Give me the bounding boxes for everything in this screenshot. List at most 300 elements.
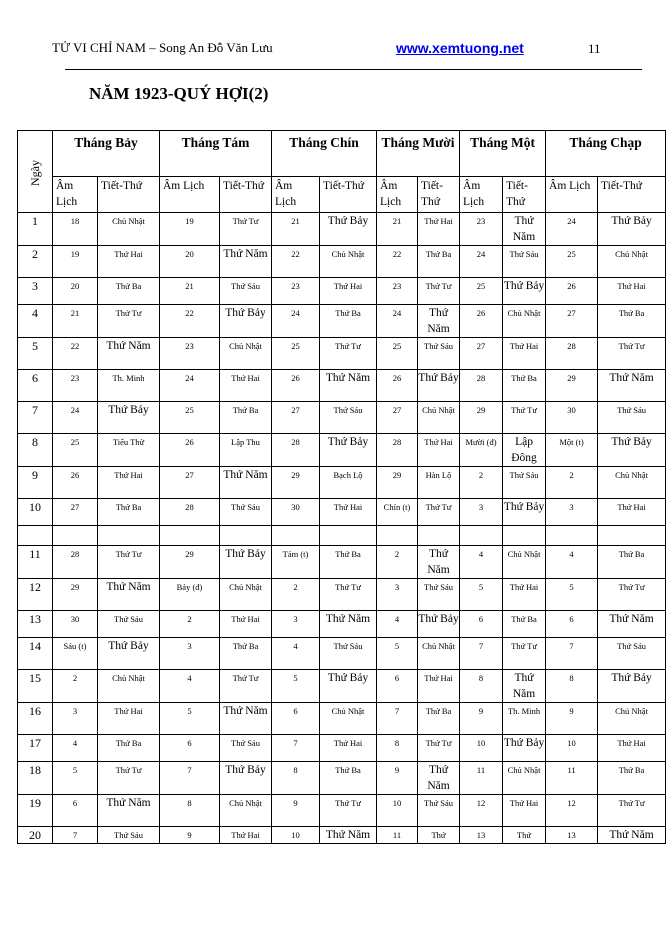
lunar-date-cell: 23: [377, 278, 418, 305]
lunar-date-cell: 3: [53, 703, 98, 735]
term-weekday-cell: Chủ Nhật: [598, 467, 666, 499]
table-row: [18, 546, 666, 579]
day-number: 1: [18, 213, 53, 246]
day-number: 4: [18, 305, 53, 338]
term-weekday-cell: Thứ Sáu: [598, 402, 666, 434]
term-weekday-cell: Thứ Sáu: [503, 467, 546, 499]
lunar-date-cell: 29: [460, 402, 503, 434]
term-weekday-cell: Thứ Tư: [220, 670, 272, 703]
lunar-date-cell: 2: [377, 546, 418, 579]
table-row: [18, 579, 666, 611]
lunar-date-cell: 30: [53, 611, 98, 638]
lunar-date-cell: 10: [460, 735, 503, 762]
term-weekday-cell: Thứ Bảy: [98, 638, 160, 670]
running-header: TỬ VI CHỈ NAM – Song An Đỗ Văn Lưu: [52, 40, 273, 55]
calendar-table: [17, 130, 666, 844]
term-weekday-cell: Thứ Bảy: [503, 735, 546, 762]
month-header: Tháng Mười: [377, 131, 460, 177]
term-weekday-cell: Thứ Hai: [220, 370, 272, 402]
term-weekday-subheader: Tiết-Thứ: [598, 177, 666, 213]
term-weekday-cell: Thứ Tư: [98, 546, 160, 579]
lunar-date-cell: 27: [546, 305, 598, 338]
term-weekday-cell: Chủ Nhật: [503, 546, 546, 579]
day-number: 10: [18, 499, 53, 526]
lunar-date-cell: 28: [460, 370, 503, 402]
lunar-date-cell: Tám (t): [272, 546, 320, 579]
lunar-date-cell: 2: [272, 579, 320, 611]
term-weekday-cell: Thứ Năm: [598, 827, 666, 844]
day-number: 17: [18, 735, 53, 762]
term-weekday-cell: Thứ Ba: [220, 638, 272, 670]
day-number: 19: [18, 795, 53, 827]
lunar-date-cell: 19: [160, 213, 220, 246]
lunar-date-cell: 13: [460, 827, 503, 844]
lunar-date-cell: 27: [377, 402, 418, 434]
term-weekday-cell: Thứ Hai: [98, 467, 160, 499]
lunar-date-subheader: Âm Lịch: [377, 177, 418, 213]
lunar-date-cell: 6: [546, 611, 598, 638]
table-row: [18, 499, 666, 526]
lunar-date-cell: 4: [377, 611, 418, 638]
table-row: [18, 402, 666, 434]
lunar-date-cell: Bảy (đ): [160, 579, 220, 611]
term-weekday-cell: Thứ Bảy: [598, 670, 666, 703]
lunar-date-cell: 2: [160, 611, 220, 638]
term-weekday-cell: Thứ Sáu: [598, 638, 666, 670]
term-weekday-cell: Th. Minh: [98, 370, 160, 402]
lunar-date-cell: 27: [53, 499, 98, 526]
term-weekday-cell: Thứ Sáu: [503, 246, 546, 278]
lunar-date-cell: 30: [546, 402, 598, 434]
term-weekday-cell: Thứ Sáu: [418, 579, 460, 611]
table-row: [18, 278, 666, 305]
term-weekday-cell: Hàn Lộ: [418, 467, 460, 499]
lunar-date-cell: 11: [460, 762, 503, 795]
term-weekday-cell: Thứ Bảy: [418, 370, 460, 402]
lunar-date-cell: 9: [272, 795, 320, 827]
lunar-date-cell: 25: [377, 338, 418, 370]
lunar-date-cell: 9: [160, 827, 220, 844]
term-weekday-cell: Thứ Hai: [503, 338, 546, 370]
lunar-date-cell: 13: [546, 827, 598, 844]
term-weekday-cell: Thứ Sáu: [418, 795, 460, 827]
lunar-date-cell: Chín (t): [377, 499, 418, 526]
lunar-date-cell: 2: [53, 670, 98, 703]
table-row: [18, 670, 666, 703]
day-number: 8: [18, 434, 53, 467]
month-header: Tháng Tám: [160, 131, 272, 177]
term-weekday-cell: Chủ Nhật: [220, 795, 272, 827]
term-weekday-cell: Thứ Năm: [98, 795, 160, 827]
month-header: Tháng Một: [460, 131, 546, 177]
table-row: [18, 213, 666, 246]
term-weekday-cell: Thứ Bảy: [503, 499, 546, 526]
table-row: [18, 735, 666, 762]
lunar-date-subheader: Âm Lịch: [546, 177, 598, 213]
term-weekday-cell: Thứ Hai: [320, 499, 377, 526]
term-weekday-cell: Thứ Sáu: [98, 827, 160, 844]
term-weekday-cell: Thứ Ba: [98, 735, 160, 762]
lunar-date-cell: 25: [160, 402, 220, 434]
separator-row: [18, 526, 666, 546]
term-weekday-cell: Thứ Hai: [503, 795, 546, 827]
term-weekday-cell: Thứ Bảy: [320, 670, 377, 703]
lunar-date-cell: 2: [546, 467, 598, 499]
term-weekday-cell: Chủ Nhật: [598, 703, 666, 735]
term-weekday-cell: Thứ: [503, 827, 546, 844]
term-weekday-cell: Thứ Hai: [220, 827, 272, 844]
lunar-date-cell: 29: [377, 467, 418, 499]
term-weekday-cell: Thứ Tư: [320, 795, 377, 827]
lunar-date-cell: 12: [460, 795, 503, 827]
lunar-date-cell: 25: [460, 278, 503, 305]
term-weekday-cell: Thứ Năm: [320, 611, 377, 638]
lunar-date-cell: 26: [377, 370, 418, 402]
header-rule: [65, 69, 642, 70]
table-row: [18, 611, 666, 638]
lunar-date-cell: 8: [546, 670, 598, 703]
day-number: 3: [18, 278, 53, 305]
table-row: [18, 305, 666, 338]
day-number: 12: [18, 579, 53, 611]
lunar-date-cell: 3: [272, 611, 320, 638]
lunar-date-cell: 22: [272, 246, 320, 278]
term-weekday-subheader: Tiết-Thứ: [98, 177, 160, 213]
term-weekday-cell: Thứ Năm: [320, 827, 377, 844]
lunar-date-cell: 6: [377, 670, 418, 703]
term-weekday-cell: Thứ Ba: [503, 611, 546, 638]
lunar-date-cell: 10: [377, 795, 418, 827]
table-row: [18, 795, 666, 827]
table-row: [18, 246, 666, 278]
term-weekday-cell: Thứ Ba: [598, 546, 666, 579]
term-weekday-cell: Thứ Bảy: [320, 434, 377, 467]
lunar-date-cell: 8: [377, 735, 418, 762]
lunar-date-cell: 4: [460, 546, 503, 579]
term-weekday-cell: Thứ Hai: [418, 434, 460, 467]
lunar-date-cell: 25: [546, 246, 598, 278]
lunar-date-cell: 4: [53, 735, 98, 762]
day-number: 14: [18, 638, 53, 670]
term-weekday-cell: Thứ Năm: [418, 305, 460, 338]
term-weekday-cell: Thứ Bảy: [598, 434, 666, 467]
term-weekday-cell: Thứ Hai: [320, 735, 377, 762]
table-row: [18, 370, 666, 402]
lunar-date-cell: 22: [160, 305, 220, 338]
term-weekday-cell: Thứ Năm: [320, 370, 377, 402]
term-weekday-cell: Thứ Tư: [98, 305, 160, 338]
term-weekday-cell: Thứ Hai: [320, 278, 377, 305]
lunar-date-cell: 25: [272, 338, 320, 370]
lunar-date-cell: 29: [546, 370, 598, 402]
term-weekday-cell: Thứ Tư: [98, 762, 160, 795]
term-weekday-cell: Lập Đông: [503, 434, 546, 467]
term-weekday-cell: Chủ Nhật: [320, 703, 377, 735]
lunar-date-cell: 23: [53, 370, 98, 402]
term-weekday-cell: Thứ Năm: [418, 762, 460, 795]
lunar-date-cell: 3: [160, 638, 220, 670]
term-weekday-cell: Thứ Hai: [220, 611, 272, 638]
term-weekday-subheader: Tiết-Thứ: [418, 177, 460, 213]
lunar-date-cell: 23: [272, 278, 320, 305]
lunar-date-cell: 22: [377, 246, 418, 278]
lunar-date-cell: 7: [546, 638, 598, 670]
term-weekday-cell: Thứ Tư: [598, 338, 666, 370]
term-weekday-cell: Thứ Hai: [598, 278, 666, 305]
lunar-date-cell: 25: [53, 434, 98, 467]
lunar-date-subheader: Âm Lịch: [160, 177, 220, 213]
lunar-date-cell: 3: [377, 579, 418, 611]
term-weekday-cell: Thứ Bảy: [418, 611, 460, 638]
term-weekday-cell: Thứ Năm: [598, 370, 666, 402]
term-weekday-subheader: Tiết-Thứ: [220, 177, 272, 213]
lunar-date-cell: 5: [460, 579, 503, 611]
page-number: 11: [588, 41, 601, 56]
table-row: [18, 434, 666, 467]
term-weekday-cell: Thứ Tư: [320, 579, 377, 611]
lunar-date-cell: 8: [460, 670, 503, 703]
lunar-date-cell: 6: [53, 795, 98, 827]
lunar-date-cell: 7: [160, 762, 220, 795]
lunar-date-cell: Một (t): [546, 434, 598, 467]
lunar-date-subheader: Âm Lịch: [272, 177, 320, 213]
term-weekday-cell: Thứ Hai: [418, 670, 460, 703]
term-weekday-cell: Thứ Tư: [503, 402, 546, 434]
term-weekday-cell: Thứ Bảy: [220, 305, 272, 338]
lunar-date-subheader: Âm Lịch: [460, 177, 503, 213]
lunar-date-cell: 9: [460, 703, 503, 735]
term-weekday-cell: Thứ: [418, 827, 460, 844]
website-link[interactable]: www.xemtuong.net: [396, 40, 524, 56]
term-weekday-cell: Thứ Ba: [598, 305, 666, 338]
lunar-date-cell: 28: [377, 434, 418, 467]
day-column-header: Ngày: [18, 131, 53, 213]
lunar-date-cell: 11: [546, 762, 598, 795]
term-weekday-cell: Thứ Bảy: [220, 762, 272, 795]
lunar-date-cell: 6: [160, 735, 220, 762]
lunar-date-cell: 2: [460, 467, 503, 499]
day-number: 11: [18, 546, 53, 579]
lunar-date-cell: 28: [160, 499, 220, 526]
term-weekday-cell: Bạch Lộ: [320, 467, 377, 499]
lunar-date-subheader: Âm Lịch: [53, 177, 98, 213]
lunar-date-cell: Sáu (t): [53, 638, 98, 670]
lunar-date-cell: 4: [160, 670, 220, 703]
table-row: [18, 703, 666, 735]
term-weekday-cell: Thứ Tư: [598, 795, 666, 827]
term-weekday-cell: Thứ Hai: [418, 213, 460, 246]
day-number: 6: [18, 370, 53, 402]
lunar-date-cell: 22: [53, 338, 98, 370]
lunar-date-cell: 7: [377, 703, 418, 735]
term-weekday-cell: Thứ Ba: [320, 762, 377, 795]
term-weekday-cell: Chủ Nhật: [320, 246, 377, 278]
day-number: 13: [18, 611, 53, 638]
term-weekday-cell: Thứ Hai: [98, 246, 160, 278]
lunar-date-cell: 9: [546, 703, 598, 735]
lunar-date-cell: 7: [460, 638, 503, 670]
lunar-date-cell: 5: [160, 703, 220, 735]
lunar-date-cell: 26: [160, 434, 220, 467]
lunar-date-cell: 28: [546, 338, 598, 370]
term-weekday-cell: Thứ Sáu: [98, 611, 160, 638]
lunar-date-cell: 10: [272, 827, 320, 844]
lunar-date-cell: 24: [53, 402, 98, 434]
term-weekday-subheader: Tiết-Thứ: [320, 177, 377, 213]
term-weekday-cell: Thứ Ba: [598, 762, 666, 795]
term-weekday-cell: Thứ Ba: [418, 246, 460, 278]
lunar-date-cell: 6: [272, 703, 320, 735]
term-weekday-cell: Thứ Năm: [98, 338, 160, 370]
day-number: 7: [18, 402, 53, 434]
table-row: [18, 338, 666, 370]
day-number: 20: [18, 827, 53, 844]
term-weekday-cell: Chủ Nhật: [98, 670, 160, 703]
term-weekday-cell: Thứ Tư: [418, 278, 460, 305]
term-weekday-cell: Chủ Nhật: [503, 305, 546, 338]
term-weekday-cell: Thứ Ba: [220, 402, 272, 434]
term-weekday-cell: Chủ Nhật: [220, 579, 272, 611]
term-weekday-cell: Thứ Năm: [220, 467, 272, 499]
lunar-date-cell: 5: [377, 638, 418, 670]
lunar-date-cell: 9: [377, 762, 418, 795]
term-weekday-cell: Thứ Sáu: [320, 638, 377, 670]
lunar-date-cell: Mười (đ): [460, 434, 503, 467]
lunar-date-cell: 21: [377, 213, 418, 246]
term-weekday-cell: Thứ Ba: [418, 703, 460, 735]
lunar-date-cell: 4: [546, 546, 598, 579]
lunar-date-cell: 24: [272, 305, 320, 338]
term-weekday-cell: Thứ Ba: [320, 546, 377, 579]
term-weekday-cell: Thứ Sáu: [220, 499, 272, 526]
lunar-date-cell: 26: [546, 278, 598, 305]
day-number: 18: [18, 762, 53, 795]
lunar-date-cell: 19: [53, 246, 98, 278]
term-weekday-cell: Thứ Năm: [503, 670, 546, 703]
term-weekday-cell: Thứ Năm: [418, 546, 460, 579]
term-weekday-cell: Thứ Bảy: [220, 546, 272, 579]
lunar-date-cell: 29: [160, 546, 220, 579]
lunar-date-cell: 27: [460, 338, 503, 370]
lunar-date-cell: 5: [546, 579, 598, 611]
lunar-date-cell: 30: [272, 499, 320, 526]
lunar-date-cell: 18: [53, 213, 98, 246]
term-weekday-cell: Thứ Năm: [598, 611, 666, 638]
lunar-date-cell: 23: [460, 213, 503, 246]
lunar-date-cell: 8: [272, 762, 320, 795]
term-weekday-cell: Thứ Sáu: [418, 338, 460, 370]
lunar-date-cell: 11: [377, 827, 418, 844]
lunar-date-cell: 3: [460, 499, 503, 526]
term-weekday-cell: Thứ Bảy: [320, 213, 377, 246]
lunar-date-cell: 24: [546, 213, 598, 246]
term-weekday-cell: Thứ Hai: [598, 735, 666, 762]
term-weekday-cell: Chủ Nhật: [418, 402, 460, 434]
term-weekday-cell: Thứ Ba: [320, 305, 377, 338]
term-weekday-cell: Chủ Nhật: [503, 762, 546, 795]
term-weekday-cell: Chủ Nhật: [98, 213, 160, 246]
lunar-date-cell: 24: [377, 305, 418, 338]
term-weekday-cell: Thứ Tư: [598, 579, 666, 611]
lunar-date-cell: 3: [546, 499, 598, 526]
lunar-date-cell: 27: [160, 467, 220, 499]
term-weekday-subheader: Tiết-Thứ: [503, 177, 546, 213]
lunar-date-cell: 12: [546, 795, 598, 827]
lunar-date-cell: 23: [160, 338, 220, 370]
lunar-date-cell: 21: [272, 213, 320, 246]
lunar-date-cell: 20: [53, 278, 98, 305]
table-row: [18, 762, 666, 795]
term-weekday-cell: Thứ Bảy: [503, 278, 546, 305]
lunar-date-cell: 28: [272, 434, 320, 467]
term-weekday-cell: Thứ Tư: [418, 499, 460, 526]
term-weekday-cell: Thứ Hai: [598, 499, 666, 526]
term-weekday-cell: Thứ Ba: [503, 370, 546, 402]
term-weekday-cell: Thứ Năm: [220, 246, 272, 278]
term-weekday-cell: Thứ Năm: [503, 213, 546, 246]
table-row: [18, 638, 666, 670]
page-title: NĂM 1923-QUÝ HỢI(2): [89, 84, 269, 103]
day-number: 5: [18, 338, 53, 370]
term-weekday-cell: Thứ Tư: [220, 213, 272, 246]
lunar-date-cell: 6: [460, 611, 503, 638]
term-weekday-cell: Thứ Năm: [98, 579, 160, 611]
lunar-date-cell: 29: [53, 579, 98, 611]
term-weekday-cell: Chủ Nhật: [598, 246, 666, 278]
term-weekday-cell: Thứ Sáu: [220, 278, 272, 305]
lunar-date-cell: 21: [53, 305, 98, 338]
term-weekday-cell: Thứ Hai: [503, 579, 546, 611]
day-number: 16: [18, 703, 53, 735]
lunar-date-cell: 21: [160, 278, 220, 305]
term-weekday-cell: Thứ Năm: [220, 703, 272, 735]
term-weekday-cell: Thứ Tư: [503, 638, 546, 670]
term-weekday-cell: Thứ Sáu: [220, 735, 272, 762]
lunar-date-cell: 7: [53, 827, 98, 844]
month-header: Tháng Chín: [272, 131, 377, 177]
lunar-date-cell: 8: [160, 795, 220, 827]
lunar-date-cell: 24: [160, 370, 220, 402]
month-header: Tháng Bảy: [53, 131, 160, 177]
term-weekday-cell: Chủ Nhật: [418, 638, 460, 670]
term-weekday-cell: Thứ Bảy: [598, 213, 666, 246]
lunar-date-cell: 26: [272, 370, 320, 402]
lunar-date-cell: 29: [272, 467, 320, 499]
term-weekday-cell: Thứ Hai: [98, 703, 160, 735]
lunar-date-cell: 10: [546, 735, 598, 762]
term-weekday-cell: Thứ Bảy: [98, 402, 160, 434]
lunar-date-cell: 7: [272, 735, 320, 762]
lunar-date-cell: 5: [272, 670, 320, 703]
term-weekday-cell: Th. Minh: [503, 703, 546, 735]
table-row: [18, 827, 666, 844]
table-row: [18, 467, 666, 499]
term-weekday-cell: Tiểu Thử: [98, 434, 160, 467]
lunar-date-cell: 26: [460, 305, 503, 338]
lunar-date-cell: 27: [272, 402, 320, 434]
month-header: Tháng Chạp: [546, 131, 666, 177]
term-weekday-cell: Thứ Sáu: [320, 402, 377, 434]
day-number: 2: [18, 246, 53, 278]
lunar-date-cell: 4: [272, 638, 320, 670]
term-weekday-cell: Thứ Tư: [418, 735, 460, 762]
term-weekday-cell: Thứ Ba: [98, 499, 160, 526]
day-number: 15: [18, 670, 53, 703]
lunar-date-cell: 20: [160, 246, 220, 278]
term-weekday-cell: Lập Thu: [220, 434, 272, 467]
day-number: 9: [18, 467, 53, 499]
term-weekday-cell: Thứ Ba: [98, 278, 160, 305]
